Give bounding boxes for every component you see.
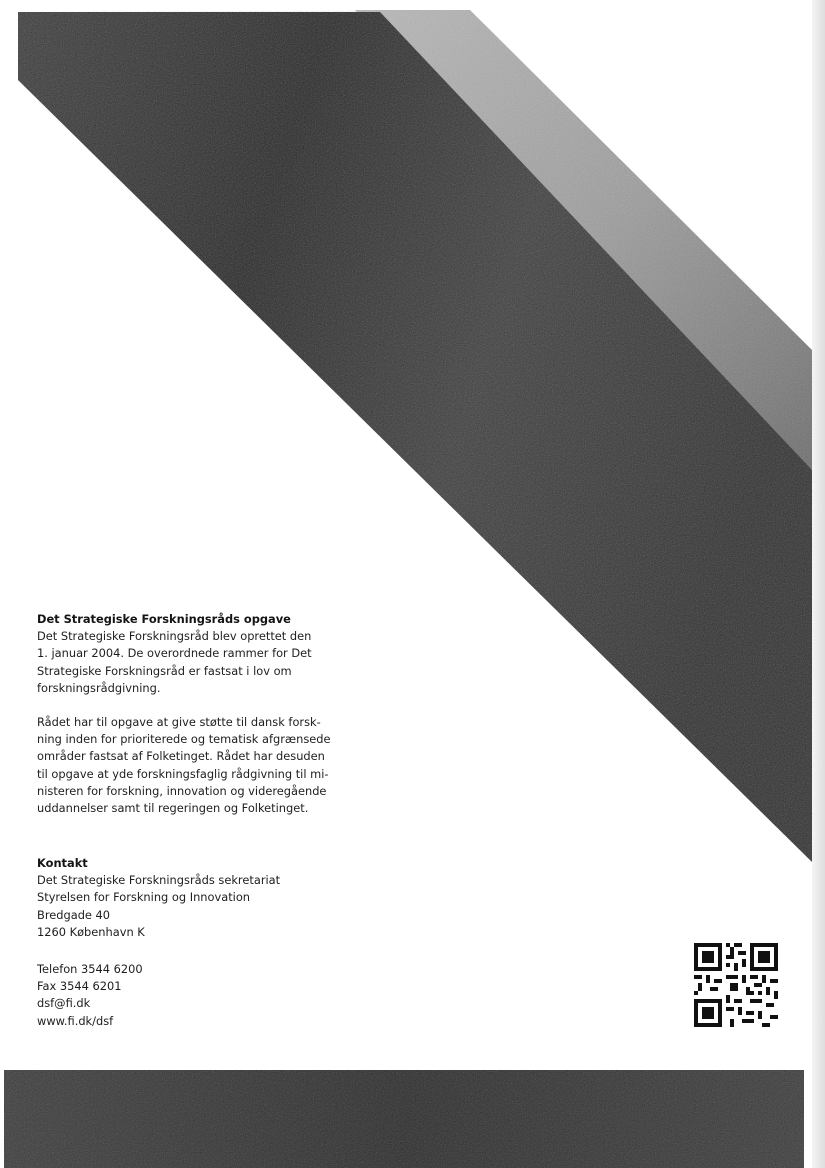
contact-details (37, 961, 327, 1030)
text-line: forskningsrådgivning. (37, 680, 161, 695)
text-line: Strategiske Forskningsråd er fastsat i lov om (37, 663, 292, 678)
contact-heading: Kontakt (37, 856, 88, 870)
mission-section (37, 611, 327, 697)
text-line: til opgave at yde forskningsfaglig rådgivning til mi- (37, 766, 329, 781)
text-line: 1. januar 2004. De overordnede rammer for Det (37, 646, 312, 661)
mission-heading: Det Strategiske Forskningsråds opgave (37, 612, 291, 626)
phone-number: Telefon 3544 6200 (37, 962, 143, 976)
text-line: nisteren for forskning, innovation og videregående (37, 783, 327, 798)
text-line: uddannelser samt til regeringen og Folketinget. (37, 801, 309, 816)
text-line: Det Strategiske Forskningsråd blev oprettet den (37, 629, 312, 644)
page-right-edge (812, 0, 825, 1168)
address-line: Bredgade 40 (37, 907, 111, 922)
fax-number: Fax 3544 6201 (37, 979, 122, 994)
text-line: ning inden for prioriterede og tematisk afgrænsede (37, 732, 331, 747)
mission-paragraph-1 (37, 628, 327, 697)
address-line: 1260 København K (37, 924, 145, 939)
qr-code-icon (694, 943, 778, 1027)
mission-paragraph-2 (37, 714, 331, 817)
website-link[interactable]: www.fi.dk/dsf (37, 1013, 114, 1028)
contact-section (37, 855, 327, 941)
address-line: Styrelsen for Forskning og Innovation (37, 890, 251, 905)
bottom-dark-band (0, 1068, 825, 1168)
text-line: områder fastsat af Folketinget. Rådet har desuden (37, 749, 325, 764)
text-line: Rådet har til opgave at give støtte til dansk forsk- (37, 715, 321, 729)
address-line: Det Strategiske Forskningsråds sekretariat (37, 873, 281, 888)
email-link[interactable]: dsf@fi.dk (37, 996, 91, 1011)
